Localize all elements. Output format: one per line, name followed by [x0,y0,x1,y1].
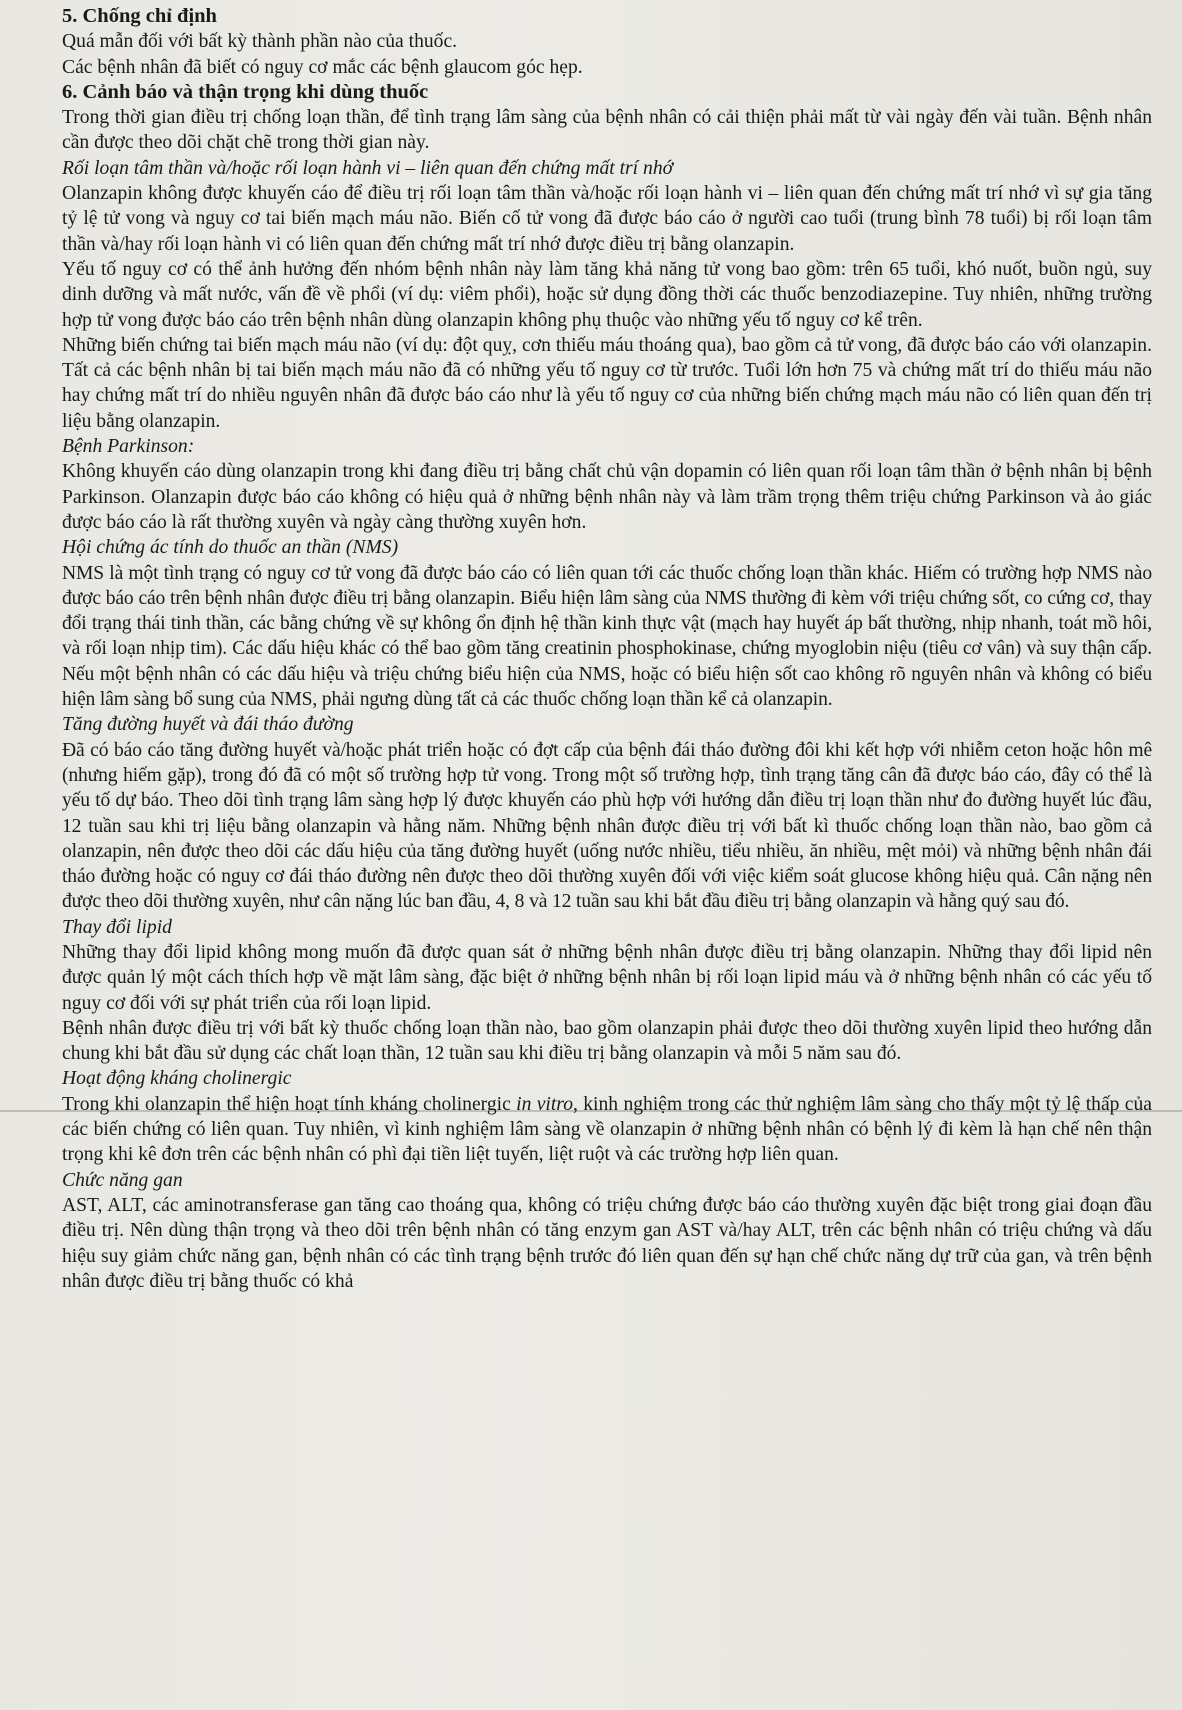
document-body [62,4,1152,1294]
anticholinergic-paragraph [62,1092,1152,1168]
liver-subheading: Chức năng gan [62,1169,183,1191]
anticholinergic-text-a: Trong khi olanzapin thể hiện hoạt tính kháng cholinergic [62,1093,517,1115]
dementia-paragraph-1: Olanzapin không được khuyến cáo để điều trị rối loạn tâm thần và/hoặc rối loạn hành vi – liên quan đến chứng mất trí nhớ vì sự gia tăng tỷ lệ tử vong và nguy cơ tai biến mạch máu não. Biến cố tử vong đã được báo cáo ở người cao tuổi (trung bình 78 tuổi) bị rối loạn tâm thần và/hay rối loạn hành vi có liên quan đến chứng mất trí nhớ được điều trị bằng olanzapin. [62,183,1152,255]
lipid-subheading: Thay đổi lipid [62,916,172,938]
liver-paragraph: AST, ALT, các aminotransferase gan tăng cao thoáng qua, không có triệu chứng được báo cáo thường xuyên đặc biệt trong giai đoạn đầu điều trị. Nên dùng thận trọng và theo dõi trên bệnh nhân có tăng enzym gan AST và/hay ALT, trên các bệnh nhân có triệu chứng và dấu hiệu suy giảm chức năng gan, bệnh nhân có các tình trạng bệnh trước đó liên quan đến sự hạn chế chức năng dự trữ của gan, và trên bệnh nhân được điều trị bằng thuốc có khả [62,1194,1152,1292]
contraindication-line-1: Quá mẫn đối với bất kỳ thành phần nào của thuốc. [62,31,458,53]
dementia-paragraph-3: Những biến chứng tai biến mạch máu não (ví dụ: đột quỵ, cơn thiếu máu thoáng qua), bao gồm cả tử vong, đã được báo cáo với olanzapin. Tất cả các bệnh nhân bị tai biến mạch máu não đã có những yếu tố nguy cơ từ trước. Tuổi lớn hơn 75 và chứng mất trí do thiếu máu não hay chứng mất trí do nhiều nguyên nhân đã được báo cáo như là yếu tố nguy cơ của những biến chứng mạch máu não có liên quan đến trị liệu bằng olanzapin. [62,334,1152,432]
anticholinergic-subheading: Hoạt động kháng cholinergic [62,1068,292,1090]
lipid-paragraph-1: Những thay đổi lipid không mong muốn đã được quan sát ở những bệnh nhân được điều trị bằng olanzapin. Những thay đổi lipid nên được quản lý một cách thích hợp về mặt lâm sàng, đặc biệt ở những bệnh nhân bị rối loạn lipid máu và ở những bệnh nhân có các yếu tố nguy cơ đối với sự phát triển của rối loạn lipid. [62,941,1152,1014]
section-6-heading: 6. Cảnh báo và thận trọng khi dùng thuốc [62,80,429,103]
contraindication-line-2: Các bệnh nhân đã biết có nguy cơ mắc các bệnh glaucom góc hẹp. [62,56,583,78]
hyperglycemia-paragraph: Đã có báo cáo tăng đường huyết và/hoặc phát triển hoặc có đợt cấp của bệnh đái tháo đường đôi khi kết hợp với nhiễm ceton hoặc hôn mê (nhưng hiếm gặp), trong đó đã có một số trường hợp tử vong. Trong một số trường hợp, tình trạng tăng cân đã được báo cáo, đây có thể là yếu tố dự báo. Theo dõi tình trạng lâm sàng hợp lý được khuyến cáo phù hợp với hướng dẫn điều trị loạn thần như đo đường huyết lúc đầu, 12 tuần sau khi trị liệu bằng olanzapin và hằng năm. Những bệnh nhân được điều trị với bất kì thuốc chống loạn thần nào, bao gồm cả olanzapin, nên được theo dõi các dấu hiệu của tăng đường huyết (uống nước nhiều, tiểu nhiều, ăn nhiều, mệt mỏi) và những bệnh nhân đái tháo đường hoặc có nguy cơ đái tháo đường nên được theo dõi thường xuyên đối với việc kiểm soát glucose không hiệu quả. Cân nặng nên được theo dõi thường xuyên, như cân nặng lúc ban đầu, 4, 8 và 12 tuần sau khi bắt đầu điều trị bằng olanzapin và hằng quý sau đó. [62,739,1152,913]
section-5-heading: 5. Chống chỉ định [62,5,217,27]
parkinson-subheading: Bệnh Parkinson: [62,436,195,458]
dementia-paragraph-2: Yếu tố nguy cơ có thể ảnh hưởng đến nhóm bệnh nhân này làm tăng khả năng tử vong bao gồm: trên 65 tuổi, khó nuốt, buồn ngủ, suy dinh dưỡng và mất nước, vấn đề về phổi (ví dụ: viêm phổi), hoặc sử dụng đồng thời các thuốc benzodiazepine. Tuy nhiên, những trường hợp tử vong được báo cáo trên bệnh nhân dùng olanzapin không phụ thuộc vào những yếu tố nguy cơ kể trên. [62,258,1152,331]
parkinson-paragraph: Không khuyến cáo dùng olanzapin trong khi đang điều trị bằng chất chủ vận dopamin có liên quan rối loạn tâm thần ở bệnh nhân bị bệnh Parkinson. Olanzapin được báo cáo không có hiệu quả ở những bệnh nhân này và làm trầm trọng thêm triệu chứng Parkinson và ảo giác được báo cáo là rất thường xuyên và ngày càng thường xuyên hơn. [62,461,1152,533]
dementia-subheading: Rối loạn tâm thần và/hoặc rối loạn hành vi – liên quan đến chứng mất trí nhớ [62,157,674,179]
lipid-paragraph-2: Bệnh nhân được điều trị với bất kỳ thuốc chống loạn thần nào, bao gồm olanzapin phải được theo dõi thường xuyên lipid theo hướng dẫn chung khi bắt đầu sử dụng các chất loạn thần, 12 tuần sau khi điều trị bằng olanzapin và mỗi 5 năm sau đó. [62,1017,1152,1065]
hyperglycemia-subheading: Tăng đường huyết và đái tháo đường [62,714,354,736]
in-vitro-term: in vitro [516,1093,573,1115]
warnings-intro: Trong thời gian điều trị chống loạn thần, để tình trạng lâm sàng của bệnh nhân có cải thiện phải mất từ vài ngày đến vài tuần. Bệnh nhân cần được theo dõi chặt chẽ trong thời gian này. [62,107,1152,154]
nms-subheading: Hội chứng ác tính do thuốc an thần (NMS) [62,537,399,559]
nms-paragraph: NMS là một tình trạng có nguy cơ tử vong đã được báo cáo có liên quan tới các thuốc chống loạn thần khác. Hiếm có trường hợp NMS nào được báo cáo trên bệnh nhân được điều trị bằng olanzapin. Biểu hiện lâm sàng của NMS thường đi kèm với triệu chứng sốt, co cứng cơ, thay đổi trạng thái tinh thần, các bằng chứng về sự không ổn định hệ thần kinh thực vật (mạch hay huyết áp bất thường, nhịp nhanh, toát mồ hôi, và rối loạn nhịp tim). Các dấu hiệu khác có thể bao gồm tăng creatinin phosphokinase, chứng myoglobin niệu (tiêu cơ vân) và suy thận cấp. Nếu một bệnh nhân có các dấu hiệu và triệu chứng biểu hiện của NMS, hoặc có biểu hiện sốt cao không rõ nguyên nhân và không có biểu hiện lâm sàng bổ sung của NMS, phải ngưng dùng tất cả các thuốc chống loạn thần kể cả olanzapin. [62,562,1152,711]
anticholinergic-text-b: , kinh nghiệm trong các thử nghiệm lâm sàng cho thấy một tỷ lệ thấp của các biến chứng có liên quan. Tuy nhiên, vì kinh nghiệm lâm sàng về olanzapin ở những bệnh nhân có bệnh lý đi kèm là hạn chế nên thận trọng khi kê đơn trên các bệnh nhân có phì đại tiền liệt tuyến, liệt ruột và các trường hợp liên quan. [62,1093,1152,1166]
